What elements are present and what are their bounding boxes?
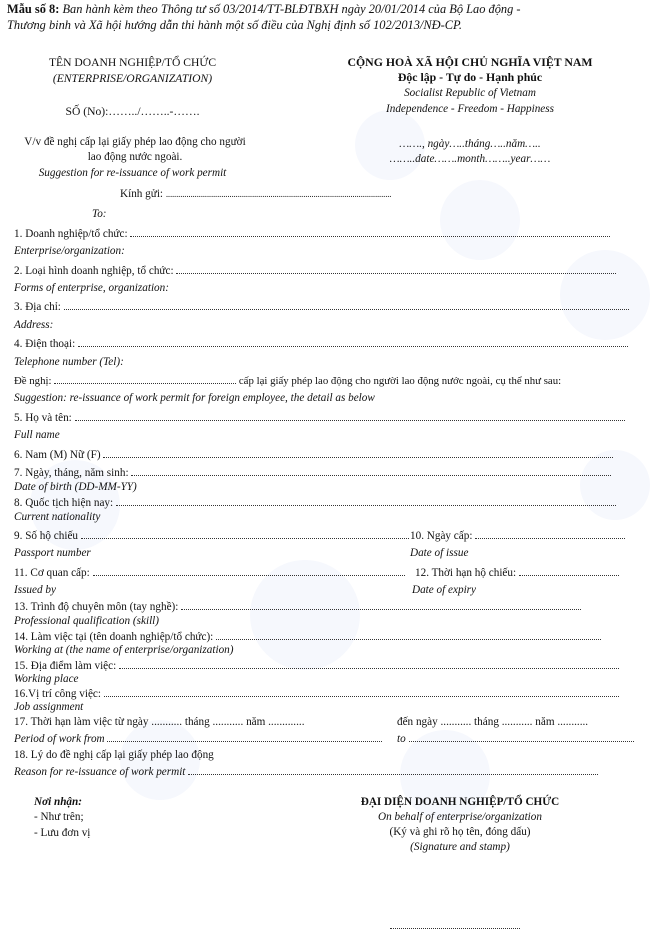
field-passport-label: 9. Số hộ chiếu — [14, 530, 79, 542]
field-period-from-input[interactable] — [107, 732, 382, 742]
field-reason-row[interactable] — [14, 765, 636, 779]
org-title: TÊN DOANH NGHIỆP/TỔ CHỨC — [48, 56, 217, 69]
field-phone-label: 4. Điện thoại: — [14, 338, 76, 350]
field-reason-input[interactable] — [188, 765, 598, 775]
field-period-to-en — [397, 732, 634, 746]
field-nationality-en: Current nationality — [14, 511, 101, 523]
field-reason: 18. Lý do đề nghị cấp lại giấy phép lao động — [14, 749, 214, 761]
field-phone-input[interactable] — [78, 337, 628, 347]
field-job-label: 16.Vị trí công việc: — [14, 688, 101, 700]
field-enterprise[interactable] — [14, 227, 636, 241]
kinh-gui-dots: .............................................................................................................. — [165, 189, 392, 199]
field-issued-by-en: Issued by — [14, 584, 56, 596]
field-working-at[interactable] — [14, 630, 636, 644]
field-working-place[interactable] — [14, 659, 636, 673]
field-issue-date-input[interactable] — [475, 529, 625, 539]
field-enterprise-label: 1. Doanh nghiệp/tổ chức: — [14, 228, 128, 240]
field-working-at-label: 14. Làm việc tại (tên doanh nghiệp/tổ chức): — [14, 631, 214, 643]
suggest-prefix: Đề nghị: — [14, 375, 52, 387]
field-enterprise-form-en: Forms of enterprise, organization: — [14, 282, 169, 294]
field-qualification-label: 13. Trình độ chuyên môn (tay nghề): — [14, 601, 179, 613]
field-period-en-label: Period of work from — [14, 733, 105, 745]
field-working-place-label: 15. Địa điểm làm việc: — [14, 660, 117, 672]
recipients-title: Nơi nhận: — [34, 796, 82, 808]
kinh-gui-label: Kính gửi: — [120, 188, 164, 200]
field-gender-input[interactable] — [103, 448, 613, 458]
field-working-at-en: Working at (the name of enterprise/organization) — [14, 644, 234, 656]
field-dob-en: Date of birth (DD-MM-YY) — [14, 481, 137, 493]
field-period-from[interactable]: 17. Thời hạn làm việc từ ngày ........... tháng ........... năm ............. — [14, 716, 305, 728]
field-address-en: Address: — [14, 319, 54, 331]
field-passport-expiry-label: 12. Thời hạn hộ chiếu: — [415, 567, 517, 579]
field-address[interactable] — [14, 300, 636, 314]
field-issue-date[interactable] — [410, 529, 625, 543]
field-enterprise-form-input[interactable] — [176, 264, 616, 274]
to-label: To: — [92, 208, 107, 220]
field-gender[interactable] — [14, 448, 636, 462]
field-job-input[interactable] — [104, 687, 619, 697]
field-qualification[interactable] — [14, 600, 636, 614]
recipient-1: - Như trên; — [34, 811, 84, 823]
field-full-name-input[interactable] — [75, 411, 625, 421]
field-passport-expiry-en: Date of expiry — [412, 584, 476, 596]
header-note-text-1: Ban hành kèm theo Thông tư số 03/2014/TT-BLĐTBXH ngày 20/01/2014 của Bộ Lao động - — [62, 2, 521, 16]
field-issue-date-label: 10. Ngày cấp: — [410, 530, 473, 542]
date-en: ……..date…….month……..year…… — [389, 153, 551, 165]
field-qualification-input[interactable] — [181, 600, 581, 610]
field-enterprise-en: Enterprise/organization: — [14, 245, 125, 257]
field-period-to[interactable]: đến ngày ........... tháng ........... năm ........... — [397, 716, 589, 728]
field-passport-en: Passport number — [14, 547, 91, 559]
field-period-en — [14, 732, 382, 746]
sign-title: ĐẠI DIỆN DOANH NGHIỆP/TỔ CHỨC — [360, 796, 560, 808]
field-working-at-input[interactable] — [216, 630, 601, 640]
suggest-suffix: cấp lại giấy phép lao động cho người lao động nước ngoài, cụ thể như sau: — [238, 375, 562, 387]
field-period-to-en-label: to — [397, 733, 406, 745]
field-job-en: Job assignment — [14, 701, 84, 713]
field-enterprise-form[interactable] — [14, 264, 636, 278]
nation-title: CỘNG HOÀ XÃ HỘI CHỦ NGHĨA VIỆT NAM — [347, 55, 593, 69]
field-period-to-input[interactable] — [409, 732, 634, 742]
field-reason-en: Reason for re-issuance of work permit — [14, 766, 186, 778]
field-working-place-en: Working place — [14, 673, 79, 685]
sign-note: (Ký và ghi rõ họ tên, đóng dấu) — [389, 826, 531, 838]
field-address-input[interactable] — [64, 300, 629, 310]
header-note-text-2: Thương binh và Xã hội hướng dẫn thi hành một số điều của Nghị định số 102/2013/NĐ-CP. — [7, 18, 463, 32]
field-issued-by[interactable] — [14, 566, 405, 580]
signature-line[interactable] — [390, 928, 520, 929]
suggest-row[interactable] — [14, 374, 636, 387]
suggest-input[interactable] — [54, 374, 236, 384]
nation-motto-en: Independence - Freedom - Happiness — [386, 103, 554, 115]
field-nationality-input[interactable] — [116, 496, 616, 506]
field-address-label: 3. Địa chỉ: — [14, 301, 61, 313]
kinh-gui — [120, 188, 391, 201]
nation-title-en: Socialist Republic of Vietnam — [404, 87, 536, 99]
document-number: SỐ (No):……../……..-……. — [65, 105, 200, 118]
field-nationality-label: 8. Quốc tịch hiện nay: — [14, 497, 114, 509]
sign-note-en: (Signature and stamp) — [410, 841, 510, 853]
field-gender-label: 6. Nam (M) Nữ (F) — [14, 449, 101, 461]
field-passport[interactable] — [14, 529, 409, 543]
field-qualification-en: Professional qualification (skill) — [14, 615, 160, 627]
field-passport-expiry[interactable] — [415, 566, 619, 580]
suggest-en: Suggestion: re-issuance of work permit for foreign employee, the detail as below — [14, 392, 375, 404]
subject-en: Suggestion for re-issuance of work permit — [38, 167, 227, 179]
field-full-name-en: Full name — [14, 429, 60, 441]
field-enterprise-form-label: 2. Loại hình doanh nghiệp, tổ chức: — [14, 265, 174, 277]
org-title-en: (ENTERPRISE/ORGANIZATION) — [52, 72, 213, 85]
watermark-decoration — [440, 180, 520, 260]
nation-motto: Độc lập - Tự do - Hạnh phúc — [397, 70, 543, 84]
field-full-name-label: 5. Họ và tên: — [14, 412, 72, 424]
field-dob[interactable] — [14, 466, 636, 480]
header-note-label: Mẫu số 8: — [7, 2, 60, 16]
recipient-2: - Lưu đơn vị — [34, 827, 91, 839]
field-job[interactable] — [14, 687, 636, 701]
sign-title-en: On behalf of enterprise/organization — [378, 811, 542, 823]
field-phone-en: Telephone number (Tel): — [14, 356, 124, 368]
field-working-place-input[interactable] — [119, 659, 619, 669]
field-enterprise-input[interactable] — [130, 227, 610, 237]
field-phone[interactable] — [14, 337, 636, 351]
field-nationality[interactable] — [14, 496, 636, 510]
field-dob-label: 7. Ngày, tháng, năm sinh: — [14, 467, 129, 479]
field-issued-by-label: 11. Cơ quan cấp: — [14, 567, 90, 579]
field-passport-input[interactable] — [81, 529, 409, 539]
field-dob-input[interactable] — [131, 466, 611, 476]
date-vi: ……., ngày…..tháng…..năm….. — [399, 138, 541, 150]
subject-line-2: lao động nước ngoài. — [87, 151, 183, 163]
subject-line-1: V/v đề nghị cấp lại giấy phép lao động cho người — [24, 136, 246, 148]
field-passport-expiry-input[interactable] — [519, 566, 619, 576]
field-full-name[interactable] — [14, 411, 636, 425]
field-issue-date-en: Date of issue — [410, 547, 469, 559]
header-note — [7, 2, 521, 16]
field-issued-by-input[interactable] — [93, 566, 405, 576]
